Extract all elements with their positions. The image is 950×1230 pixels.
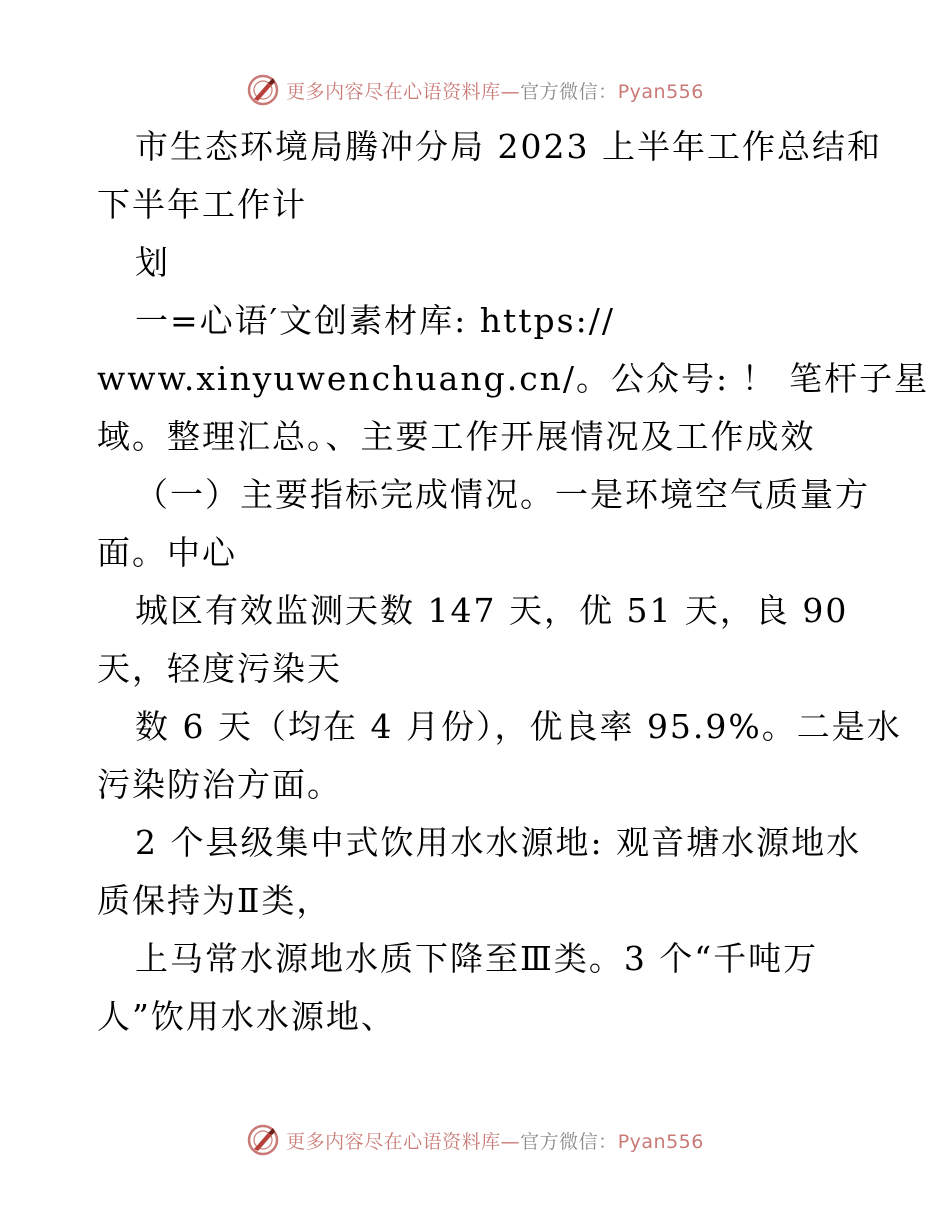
watermark-text <box>286 77 704 104</box>
pen-logo-icon <box>246 1123 280 1157</box>
text-line: 2 个县级集中式饮用水水源地: 观音塘水源地水 <box>135 823 862 862</box>
watermark-brand: 更多内容尽在心语资料库 <box>286 1130 501 1153</box>
text-line: www.xinyuwenchuang.cn/。公众号: ！ 笔杆子星 <box>97 359 930 398</box>
watermark-separator: — <box>500 1130 521 1153</box>
text-line: 面。中心 <box>97 533 237 572</box>
watermark-wechat-label: 官方微信： <box>520 1130 618 1153</box>
document-title-line-2: 下半年工作计 <box>97 185 307 224</box>
text-line: 一=心语′文创素材库: https:// <box>135 301 615 340</box>
pen-logo-icon <box>246 73 280 107</box>
document-title-line-3: 划 <box>135 243 170 282</box>
header-watermark <box>0 70 950 110</box>
text-line: 污染防治方面。 <box>97 765 342 804</box>
text-line: 质保持为Ⅱ类， <box>97 881 332 920</box>
text-line: 数 6 天（均在 4 月份），优良率 95.9%。二是水 <box>135 707 902 746</box>
text-line: 上马常水源地水质下降至Ⅲ类。3 个“千吨万 <box>135 939 819 978</box>
watermark-brand: 更多内容尽在心语资料库 <box>286 80 501 103</box>
watermark-wechat-id: Pyan556 <box>617 80 704 103</box>
text-line: 城区有效监测天数 147 天，优 51 天，良 90 <box>135 591 849 630</box>
watermark-wechat-label: 官方微信： <box>520 80 618 103</box>
text-line: 天，轻度污染天 <box>97 649 342 688</box>
text-line: （一）主要指标完成情况。一是环境空气质量方 <box>135 475 870 514</box>
text-line: 域。整理汇总。、主要工作开展情况及工作成效 <box>97 417 816 456</box>
text-line: 人”饮用水水源地、 <box>97 997 396 1036</box>
watermark-text <box>286 1127 704 1154</box>
watermark-separator: — <box>500 80 521 103</box>
document-body <box>97 118 930 1046</box>
footer-watermark <box>0 1120 950 1160</box>
document-title-line-1: 市生态环境局腾冲分局 2023 上半年工作总结和 <box>135 127 882 166</box>
watermark-wechat-id: Pyan556 <box>617 1130 704 1153</box>
